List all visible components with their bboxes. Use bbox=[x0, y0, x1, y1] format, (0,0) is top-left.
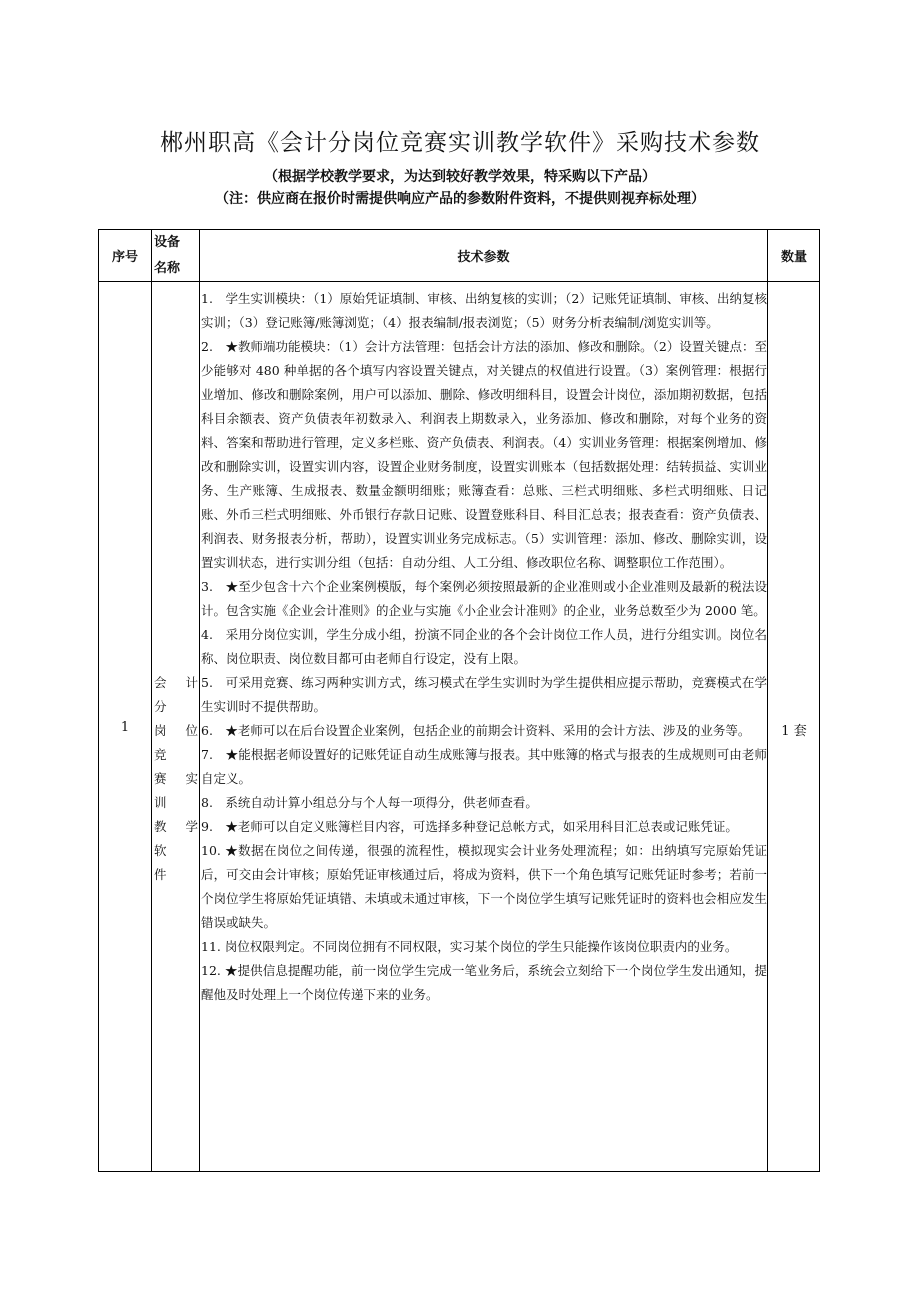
table-divider bbox=[151, 230, 152, 1171]
header-no: 序号 bbox=[111, 250, 138, 265]
param-item: 11. 岗位权限判定。不同岗位拥有不同权限，实习某个岗位的学生只能操作该岗位职责内的业务。 bbox=[201, 939, 738, 954]
param-item: 6. ★老师可以在后台设置企业案例，包括企业的前期会计资料、采用的会计方法、涉及的业务等。 bbox=[201, 723, 751, 738]
param-item: 4. 采用分岗位实训，学生分成小组，扮演不同企业的各个会计岗位工作人员，进行分组实训。岗位名称、岗位职责、岗位数目都可由老师自行设定，没有上限。 bbox=[201, 627, 767, 666]
header-name bbox=[152, 230, 198, 281]
param-item: 10. ★数据在岗位之间传递，很强的流程性，模拟现实会计业务处理流程；如：出纳填写完原始凭证后，可交由会计审核；原始凭证审核通过后，将成为资料，供下一个角色填写记账凭证时参考；若前一个岗位学生将原始凭证填错、未填或未通过审核，下一个岗位学生填写记账凭证时的资料也会相应发生错误或缺失。 bbox=[201, 843, 767, 930]
equipment-name bbox=[154, 671, 198, 887]
spec-table bbox=[98, 229, 820, 1172]
subtitle-note: （注：供应商在报价时需提供响应产品的参数附件资料，不提供则视弃标处理） bbox=[215, 191, 705, 207]
param-item: 8. 系统自动计算小组总分与个人每一项得分，供老师查看。 bbox=[201, 795, 538, 810]
row-number: 1 bbox=[120, 720, 130, 735]
equipment-name-line: 会 计 分 bbox=[154, 675, 198, 714]
param-item: 9. ★老师可以自定义账簿栏目内容，可选择多种登记总帐方式，如采用科目汇总表或记账凭证。 bbox=[201, 819, 738, 834]
equipment-name-line: 岗 位 竞 bbox=[154, 723, 198, 762]
header-params: 技术参数 bbox=[457, 250, 510, 265]
param-item: 3. ★至少包含十六个企业案例模版，每个案例必须按照最新的企业准则或小企业准则及最新的税法设计。包含实施《企业会计准则》的企业与实施《小企业会计准则》的企业，业务总数至少为 2000 笔。 bbox=[201, 579, 767, 618]
param-item: 1. 学生实训模块：（1）原始凭证填制、审核、出纳复核的实训；（2）记账凭证填制、审核、出纳复核实训；（3）登记账簿/账簿浏览；（4）报表编制/报表浏览；（5）财务分析表编制/浏览实训等。 bbox=[201, 291, 767, 330]
equipment-name-line: 件 bbox=[154, 867, 167, 882]
header-qty: 数量 bbox=[780, 250, 807, 265]
param-item: 12. ★提供信息提醒功能，前一岗位学生完成一笔业务后，系统会立刻给下一个岗位学生发出通知，提醒他及时处理上一个岗位传递下来的业务。 bbox=[201, 963, 767, 1002]
table-header-divider bbox=[99, 281, 819, 282]
param-item: 2. ★教师端功能模块：（1）会计方法管理：包括会计方法的添加、修改和删除。（2）设置关键点：至少能够对 480 种单据的各个填写内容设置关键点，对关键点的权值进行设置。（3）案例管理：根据行业增加、修改和删除案例，用户可以添加、删除、修改明细科目，设置会计岗位，添加期初数据，包括科目余额表、资产负债表年初数录入、利润表上期数录入，业务添加、修改和删除，对每个业务的资料、答案和帮助进行管理，定义多栏账、资产负债表、利润表。（4）实训业务管理：根据案例增加、修改和删除实训，设置实训内容，设置企业财务制度，设置实训账本（包括数据处理：结转损益、实训业务、生产账簿、生成报表、数量金额明细账；账簿查看：总账、三栏式明细账、多栏式明细账、日记账、外币三栏式明细账、外币银行存款日记账、设置登账科目、科目汇总表；报表查看：资产负债表、利润表、财务报表分析，帮助），设置实训业务完成标志。（5）实训管理：添加、修改、删除实训，设置实训状态，进行实训分组（包括：自动分组、人工分组、修改职位名称、调整职位工作范围）。 bbox=[201, 339, 767, 570]
equipment-name-line: 教 学 软 bbox=[154, 819, 198, 858]
param-item: 5. 可采用竞赛、练习两种实训方式，练习模式在学生实训时为学生提供相应提示帮助，竞赛模式在学生实训时不提供帮助。 bbox=[201, 675, 767, 714]
quantity: 1 套 bbox=[781, 724, 807, 739]
subtitle-requirement: （根据学校教学要求，为达到较好教学效果，特采购以下产品） bbox=[264, 169, 656, 185]
technical-params bbox=[201, 287, 767, 1007]
table-divider bbox=[767, 230, 768, 1171]
header-name-line2: 名称 bbox=[154, 260, 181, 276]
equipment-name-line: 赛 实 训 bbox=[154, 771, 198, 810]
document-title: 郴州职高《会计分岗位竞赛实训教学软件》采购技术参数 bbox=[160, 130, 760, 156]
param-item: 7. ★能根据老师设置好的记账凭证自动生成账簿与报表。其中账簿的格式与报表的生成规则可由老师自定义。 bbox=[201, 747, 767, 786]
header-name-line1: 设备 bbox=[154, 235, 181, 251]
table-divider bbox=[199, 230, 200, 1171]
